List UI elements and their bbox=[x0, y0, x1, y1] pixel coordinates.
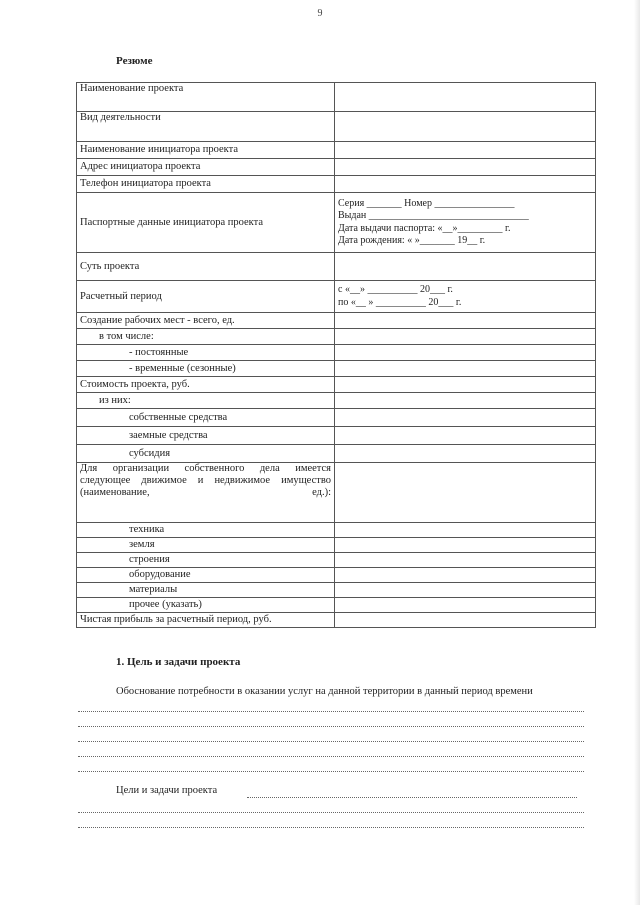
fill-line[interactable] bbox=[78, 726, 584, 727]
justification-paragraph: Обоснование потребности в оказании услуг на данной территории в данный период времени bbox=[116, 686, 533, 697]
row-label-passport: Паспортные данные инициатора проекта bbox=[77, 193, 335, 253]
birth-date: Дата рождения: « »_______ 19__ г. bbox=[338, 235, 486, 246]
row-label-of-which: из них: bbox=[77, 393, 335, 409]
goals-label: Цели и задачи проекта bbox=[116, 785, 218, 796]
value-cell-of-which[interactable] bbox=[335, 393, 596, 409]
row-label-other: прочее (указать) bbox=[77, 598, 335, 613]
value-cell-jobs-total[interactable] bbox=[335, 313, 596, 329]
value-cell-project-cost[interactable] bbox=[335, 377, 596, 393]
value-cell-buildings[interactable] bbox=[335, 553, 596, 568]
row-label-property: Для организации собственного дела имеется следующее движимое и недвижимое имущество (наименование, ед.): bbox=[77, 463, 335, 523]
row-label-activity: Вид деятельности bbox=[77, 112, 335, 142]
value-cell-materials[interactable] bbox=[335, 583, 596, 598]
value-cell-activity[interactable] bbox=[335, 112, 596, 142]
value-cell-passport[interactable] bbox=[335, 193, 596, 253]
fill-line[interactable] bbox=[78, 827, 584, 828]
row-label-permanent: - постоянные bbox=[77, 345, 335, 361]
row-label-seasonal: - временные (сезонные) bbox=[77, 361, 335, 377]
row-label-initiator-address: Адрес инициатора проекта bbox=[77, 159, 335, 176]
row-label-jobs-total: Создание рабочих мест - всего, ед. bbox=[77, 313, 335, 329]
value-cell-including[interactable] bbox=[335, 329, 596, 345]
row-label-project-cost: Стоимость проекта, руб. bbox=[77, 377, 335, 393]
value-cell-initiator-phone[interactable] bbox=[335, 176, 596, 193]
value-cell-borrowed-funds[interactable] bbox=[335, 427, 596, 445]
fill-line[interactable] bbox=[78, 812, 584, 813]
page-number: 9 bbox=[317, 8, 323, 19]
passport-issued-by: Выдан ________________________________ bbox=[338, 210, 529, 221]
row-label-initiator-phone: Телефон инициатора проекта bbox=[77, 176, 335, 193]
row-label-equipment-tech: техника bbox=[77, 523, 335, 538]
value-cell-land[interactable] bbox=[335, 538, 596, 553]
row-label-own-funds: собственные средства bbox=[77, 409, 335, 427]
period-to: по «__ » __________ 20___ г. bbox=[338, 296, 462, 308]
passport-series-number: Серия _______ Номер ________________ bbox=[338, 197, 515, 209]
fill-line[interactable] bbox=[78, 711, 584, 712]
value-cell-project-essence[interactable] bbox=[335, 253, 596, 281]
value-cell-equipment-tech[interactable] bbox=[335, 523, 596, 538]
row-label-subsidy: субсидия bbox=[77, 445, 335, 463]
value-cell-other[interactable] bbox=[335, 598, 596, 613]
row-label-initiator-name: Наименование инициатора проекта bbox=[77, 142, 335, 159]
row-label-borrowed-funds: заемные средства bbox=[77, 427, 335, 445]
value-cell-period[interactable] bbox=[335, 281, 596, 313]
value-cell-initiator-address[interactable] bbox=[335, 159, 596, 176]
row-label-land: земля bbox=[77, 538, 335, 553]
value-cell-equipment[interactable] bbox=[335, 568, 596, 583]
goals-fill-line[interactable] bbox=[247, 797, 577, 798]
value-cell-project-name[interactable] bbox=[335, 83, 596, 112]
row-label-period: Расчетный период bbox=[77, 281, 335, 313]
row-label-buildings: строения bbox=[77, 553, 335, 568]
value-cell-property[interactable] bbox=[335, 463, 596, 523]
row-label-including: в том числе: bbox=[77, 329, 335, 345]
value-cell-initiator-name[interactable] bbox=[335, 142, 596, 159]
row-label-materials: материалы bbox=[77, 583, 335, 598]
fill-line[interactable] bbox=[78, 741, 584, 742]
resume-table bbox=[76, 82, 596, 628]
value-cell-subsidy[interactable] bbox=[335, 445, 596, 463]
resume-title: Резюме bbox=[116, 55, 153, 67]
fill-line[interactable] bbox=[78, 771, 584, 772]
fill-line[interactable] bbox=[78, 756, 584, 757]
value-cell-net-profit[interactable] bbox=[335, 613, 596, 628]
row-label-net-profit: Чистая прибыль за расчетный период, руб. bbox=[77, 613, 335, 628]
passport-issue-date: Дата выдачи паспорта: «__»_________ г. bbox=[338, 222, 511, 234]
row-label-equipment: оборудование bbox=[77, 568, 335, 583]
section-title: 1. Цель и задачи проекта bbox=[116, 656, 241, 668]
row-label-project-name: Наименование проекта bbox=[77, 83, 335, 112]
page-edge-shadow bbox=[634, 0, 640, 905]
period-from: с «__» __________ 20___ г. bbox=[338, 284, 453, 295]
row-label-project-essence: Суть проекта bbox=[77, 253, 335, 281]
value-cell-permanent[interactable] bbox=[335, 345, 596, 361]
value-cell-own-funds[interactable] bbox=[335, 409, 596, 427]
value-cell-seasonal[interactable] bbox=[335, 361, 596, 377]
